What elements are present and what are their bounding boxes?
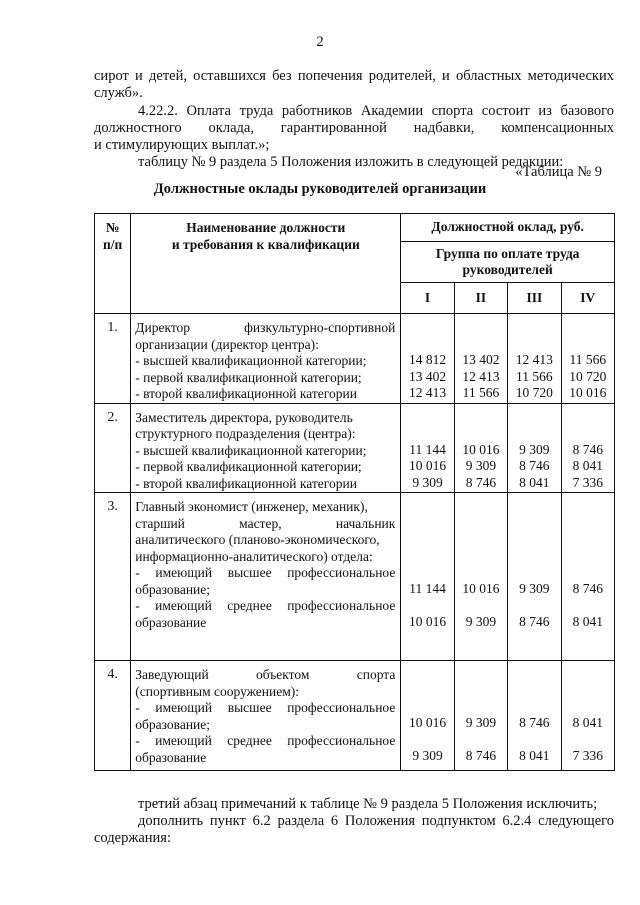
salary-value: 10 016 — [408, 458, 447, 473]
salary-cell-ii — [454, 493, 507, 661]
table-label: «Таблица № 9 — [515, 164, 602, 180]
row-position-line: образование; — [135, 716, 211, 732]
row-position-line: старший мастер, начальник — [135, 515, 396, 531]
outro-paragraph-1: третий абзац примечаний к таблице № 9 раздела 5 Положения исключить; — [138, 796, 598, 812]
salary-value: 10 016 — [462, 441, 500, 457]
header-group — [401, 242, 615, 283]
salary-cell-iv — [561, 493, 614, 661]
row-position — [131, 493, 401, 661]
row-position — [131, 403, 401, 493]
row-position-line: (спортивным сооружением): — [135, 683, 300, 699]
salary-value: 9 309 — [412, 474, 443, 490]
salary-cell-iii — [508, 403, 561, 493]
salary-cell-i — [401, 493, 454, 661]
salary-cell-ii — [454, 314, 507, 404]
salary-value: 10 720 — [515, 385, 553, 400]
table-row — [95, 493, 615, 661]
salary-value: 9 309 — [465, 715, 497, 730]
table-title: Должностные оклады руководителей организации — [153, 181, 487, 197]
row-position-line: - имеющий высшее профессиональное — [135, 700, 396, 715]
salary-value: 7 336 — [572, 747, 603, 763]
salary-value: 8 746 — [465, 747, 497, 763]
salary-value: 12 413 — [462, 368, 500, 384]
salary-value: 12 413 — [515, 352, 553, 367]
row-position-line: - имеющий среднее профессиональное — [135, 733, 396, 748]
header-position-line-1: Наименование должности — [186, 220, 346, 235]
salary-value: 11 566 — [516, 368, 553, 384]
row-position — [131, 661, 401, 771]
header-salary: Должностной оклад, руб. — [401, 214, 615, 242]
row-position-line: Главный экономист (инженер, механик), — [135, 499, 368, 514]
salary-value: 8 746 — [572, 441, 603, 457]
salary-cell-iv — [561, 314, 614, 404]
clause-4-22-2-line-3: и стимулирующих выплат.»; — [94, 137, 270, 153]
header-group-i: I — [401, 283, 454, 314]
row-position-line: - первой квалификационной категории; — [135, 459, 362, 474]
salary-table — [94, 213, 615, 771]
row-position-line: образование — [135, 614, 207, 630]
row-position-line: структурного подразделения (центра): — [135, 426, 356, 441]
salary-value: 8 746 — [572, 581, 603, 596]
intro-line-1: сирот и детей, оставшихся без попечения родителей, и областных методических — [94, 68, 614, 84]
row-number: 3. — [95, 493, 131, 661]
header-position — [131, 214, 401, 314]
salary-value: 11 566 — [569, 352, 607, 367]
salary-value: 10 016 — [462, 581, 500, 596]
salary-value: 9 309 — [465, 613, 497, 629]
row-position-line: образование; — [135, 581, 211, 597]
page-number: 2 — [316, 34, 324, 50]
header-number-line-1: № — [105, 220, 120, 235]
salary-cell-iii — [508, 661, 561, 771]
row-position-line: - второй квалификационной категории — [135, 386, 357, 401]
salary-cell-iii — [508, 493, 561, 661]
salary-value: 9 309 — [519, 441, 550, 457]
salary-cell-i — [401, 403, 454, 493]
header-group-iv: IV — [561, 283, 614, 314]
row-number: 4. — [95, 661, 131, 771]
header-group-iii: III — [508, 283, 561, 314]
salary-value: 14 812 — [408, 352, 447, 367]
salary-value: 12 413 — [408, 385, 447, 400]
row-position-line: - высшей квалификационной категории; — [135, 442, 367, 458]
row-position-line: Директор физкультурно-спортивной — [135, 320, 396, 335]
salary-value: 10 016 — [408, 715, 447, 730]
salary-value: 13 402 — [408, 368, 447, 384]
row-position-line: Заведующий объектом спорта — [135, 667, 396, 682]
row-position-line: - имеющий высшее профессиональное — [135, 565, 396, 580]
clause-4-22-2-line-1: 4.22.2. Оплата труда работников Академии спорта состоит из базового — [138, 103, 614, 119]
row-position-line: - второй квалификационной категории — [135, 475, 357, 491]
table-row — [95, 661, 615, 771]
row-position-line: информационно-аналитического) отдела: — [135, 548, 373, 564]
table-row — [95, 403, 615, 493]
salary-value: 8 746 — [519, 458, 550, 473]
row-number: 1. — [95, 314, 131, 404]
outro-paragraph-2-line-2: содержания: — [94, 830, 172, 846]
salary-cell-i — [401, 314, 454, 404]
header-group-line-1: Группа по оплате труда — [435, 245, 580, 261]
clause-4-22-2-line-2: должностного оклада, гарантированной надбавки, компенсационных — [94, 120, 614, 136]
row-position — [131, 314, 401, 404]
header-position-line-2: и требования к квалификации — [171, 236, 360, 252]
salary-cell-iv — [561, 661, 614, 771]
salary-value: 8 746 — [519, 715, 550, 730]
row-position-line: - первой квалификационной категории; — [135, 369, 362, 385]
row-number: 2. — [95, 403, 131, 493]
salary-cell-ii — [454, 403, 507, 493]
salary-value: 8 041 — [572, 715, 603, 730]
salary-value: 11 144 — [409, 441, 446, 457]
salary-value: 11 144 — [409, 581, 446, 596]
salary-value: 9 309 — [412, 747, 443, 763]
salary-cell-iv — [561, 403, 614, 493]
salary-value: 8 746 — [519, 613, 550, 629]
salary-value: 10 016 — [408, 613, 447, 629]
outro-paragraph-2-line-1: дополнить пункт 6.2 раздела 6 Положения подпунктом 6.2.4 следующего — [138, 813, 614, 829]
table-row — [95, 314, 615, 404]
salary-value: 8 041 — [519, 474, 550, 490]
salary-cell-iii — [508, 314, 561, 404]
salary-cell-ii — [454, 661, 507, 771]
salary-value: 8 746 — [465, 474, 497, 490]
salary-value: 8 041 — [572, 458, 603, 473]
salary-value: 11 566 — [462, 385, 500, 400]
row-position-line: - имеющий среднее профессиональное — [135, 598, 396, 613]
salary-value: 9 309 — [465, 458, 497, 473]
header-group-line-2: руководителей — [462, 262, 553, 277]
row-position-line: аналитического (планово-экономического, — [135, 532, 380, 547]
salary-value: 10 720 — [569, 368, 607, 384]
salary-value: 7 336 — [572, 474, 603, 490]
salary-value: 10 016 — [569, 385, 607, 400]
instruction-paragraph: таблицу № 9 раздела 5 Положения изложить в следующей редакции: — [138, 154, 564, 170]
header-number-line-2: п/п — [102, 236, 123, 252]
salary-cell-i — [401, 661, 454, 771]
row-position-line: образование — [135, 749, 207, 765]
header-number — [95, 214, 131, 314]
intro-line-2: служб». — [94, 85, 143, 101]
salary-value: 13 402 — [462, 352, 500, 367]
salary-value: 8 041 — [519, 747, 550, 763]
row-position-line: организации (директор центра): — [135, 336, 319, 352]
salary-value: 9 309 — [519, 581, 550, 596]
row-position-line: - высшей квалификационной категории; — [135, 353, 367, 368]
row-position-line: Заместитель директора, руководитель — [135, 409, 353, 425]
header-group-ii: II — [454, 283, 507, 314]
salary-value: 8 041 — [572, 613, 603, 629]
